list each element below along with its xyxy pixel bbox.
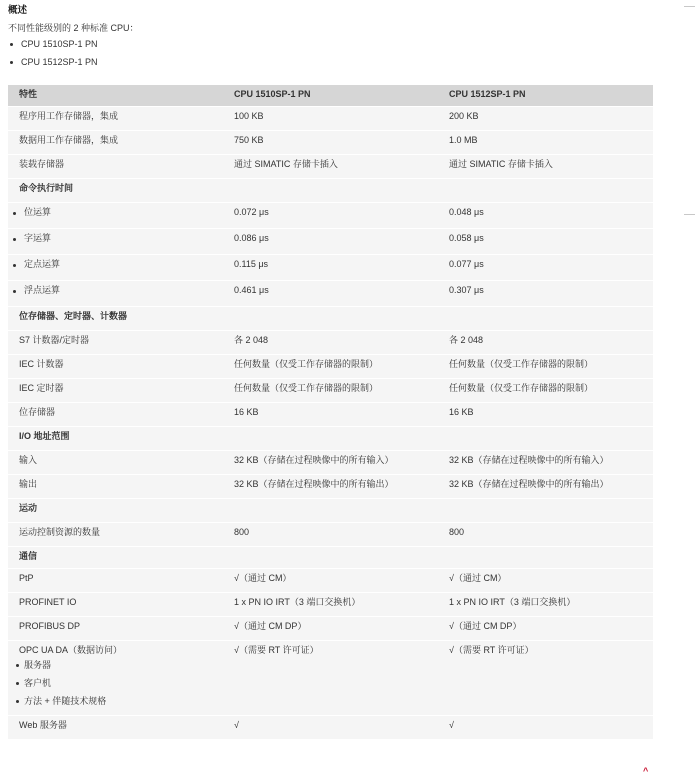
cell-value [223, 331, 438, 355]
cell-value-text: 32 KB（存储在过程映像中的所有输出） [234, 479, 394, 489]
cell-value-text: 1.0 MB [449, 135, 478, 145]
cell-value [438, 131, 653, 155]
table-row [8, 155, 653, 179]
cell-value [438, 499, 653, 523]
cell-value-text: 0.086 μs [234, 233, 269, 243]
cell-value-text: 0.115 μs [234, 259, 269, 269]
row-label-text: 浮点运算 [24, 285, 61, 295]
row-label-text: 程序用工作存储器，集成 [19, 111, 119, 121]
cell-value-text: 任何数量（仅受工作存储器的限制） [449, 383, 594, 393]
row-label [8, 403, 223, 427]
cell-value-text: √（通过 CM DP） [234, 621, 307, 631]
cell-value [223, 427, 438, 451]
cell-value [438, 617, 653, 641]
header-cpu-1512: CPU 1512SP-1 PN [438, 85, 653, 107]
row-label [8, 229, 223, 255]
cell-value-text: 0.048 μs [449, 207, 484, 217]
cell-value-text: 750 KB [234, 135, 264, 145]
row-label [8, 593, 223, 617]
row-label-text: 定点运算 [24, 259, 61, 269]
cell-value-text: 各 2 048 [234, 335, 269, 345]
row-label [8, 547, 223, 569]
cell-value [438, 255, 653, 281]
cell-value-text: √（通过 CM DP） [449, 621, 522, 631]
table-section-row [8, 307, 653, 331]
table-section-row [8, 547, 653, 569]
table-section-row [8, 499, 653, 523]
table-row [8, 569, 653, 593]
cell-value [438, 475, 653, 499]
cell-value [223, 403, 438, 427]
row-label-text: 数据用工作存储器，集成 [19, 135, 119, 145]
row-label [8, 203, 223, 229]
cell-value-text: √（需要 RT 许可证） [449, 645, 534, 655]
spec-table [8, 85, 653, 740]
row-label-text: 字运算 [24, 233, 52, 243]
cell-value [223, 499, 438, 523]
row-label [8, 569, 223, 593]
cell-value [223, 569, 438, 593]
row-label [8, 255, 223, 281]
cell-value-text: √（通过 CM） [234, 573, 292, 583]
cell-value [223, 716, 438, 740]
cell-value [438, 427, 653, 451]
row-label-text: 位存储器 [19, 407, 56, 417]
row-label [8, 281, 223, 307]
opc-sublist [19, 659, 212, 713]
row-label-text: 通信 [19, 551, 38, 561]
row-label [8, 716, 223, 740]
row-label-text: 运动控制资源的数量 [19, 527, 101, 537]
cell-value [438, 451, 653, 475]
cell-value-text: 100 KB [234, 111, 264, 121]
table-row [8, 229, 653, 255]
cell-value-text: 任何数量（仅受工作存储器的限制） [234, 359, 379, 369]
cell-value [438, 716, 653, 740]
cell-value [223, 379, 438, 403]
cell-value [223, 523, 438, 547]
cell-value-text: 32 KB（存储在过程映像中的所有输出） [449, 479, 609, 489]
row-label-text: PtP [19, 573, 34, 583]
table-section-row [8, 427, 653, 451]
row-label-text: PROFINET IO [19, 597, 77, 607]
cell-value [438, 179, 653, 203]
cell-value-text: 32 KB（存储在过程映像中的所有输入） [234, 455, 394, 465]
row-label-text: IEC 定时器 [19, 383, 64, 393]
cell-value [223, 131, 438, 155]
cell-value-text: 通过 SIMATIC 存储卡插入 [234, 159, 338, 169]
table-row [8, 255, 653, 281]
right-divider [684, 214, 695, 215]
table-row [8, 451, 653, 475]
right-divider [684, 6, 695, 7]
cell-value-text: 0.072 μs [234, 207, 269, 217]
table-row [8, 355, 653, 379]
cell-value [223, 617, 438, 641]
cell-value [223, 307, 438, 331]
row-label-text: Web 服务器 [19, 720, 67, 731]
cell-value [223, 107, 438, 131]
row-label [8, 331, 223, 355]
table-row [8, 131, 653, 155]
list-item: CPU 1510SP-1 PN [8, 38, 98, 56]
cell-value-text: √（通过 CM） [449, 573, 507, 583]
overview-intro: 不同性能级别的 2 种标准 CPU： [8, 23, 139, 33]
table-row [8, 641, 653, 716]
cell-value [438, 203, 653, 229]
cell-value [438, 593, 653, 617]
cell-value-text: 800 [234, 527, 250, 537]
cell-value [438, 331, 653, 355]
cell-value [223, 547, 438, 569]
cell-value-text: 16 KB [234, 407, 259, 417]
cell-value-text: 1 x PN IO IRT（3 端口交换机） [234, 597, 361, 607]
table-row [8, 716, 653, 740]
table-row [8, 203, 653, 229]
row-label [8, 355, 223, 379]
cell-value-text: √ [234, 720, 239, 731]
cell-value-text: 通过 SIMATIC 存储卡插入 [449, 159, 553, 169]
cell-value [223, 179, 438, 203]
cell-value-text: 0.307 μs [449, 285, 484, 295]
cell-value [438, 107, 653, 131]
cell-value [223, 355, 438, 379]
cell-value [438, 281, 653, 307]
row-label [8, 475, 223, 499]
row-label [8, 499, 223, 523]
cell-value [438, 155, 653, 179]
row-label-text: 位运算 [24, 207, 52, 217]
cell-value [438, 403, 653, 427]
table-row [8, 617, 653, 641]
cell-value [223, 281, 438, 307]
cell-value [223, 155, 438, 179]
cell-value-text: 任何数量（仅受工作存储器的限制） [449, 359, 594, 369]
row-label [8, 523, 223, 547]
table-row [8, 403, 653, 427]
cell-value-text: 任何数量（仅受工作存储器的限制） [234, 383, 379, 393]
cpu-list [8, 38, 98, 74]
scroll-to-top-icon[interactable]: ^ [643, 766, 649, 776]
cell-value [438, 307, 653, 331]
cell-value [223, 593, 438, 617]
cell-value-text: 32 KB（存储在过程映像中的所有输入） [449, 455, 609, 465]
cell-value [438, 379, 653, 403]
row-label-text: 运动 [19, 503, 38, 513]
row-label [8, 107, 223, 131]
row-label [8, 617, 223, 641]
list-item: 客户机 [19, 677, 212, 695]
cell-value [223, 451, 438, 475]
row-label-text: 位存储器、定时器、计数器 [19, 311, 128, 321]
row-label-text: 输出 [19, 479, 38, 489]
cell-value [223, 641, 438, 716]
row-label-text: OPC UA DA（数据访问） [19, 645, 123, 655]
cell-value-text: 0.077 μs [449, 259, 484, 269]
table-row [8, 281, 653, 307]
list-item: 方法 + 伴随技术规格 [19, 695, 212, 713]
table-header-row [8, 85, 653, 107]
table-row [8, 475, 653, 499]
table-row [8, 379, 653, 403]
row-label [8, 307, 223, 331]
row-label [8, 641, 223, 716]
list-item: 服务器 [19, 659, 212, 677]
header-feature: 特性 [8, 85, 223, 107]
cell-value [438, 523, 653, 547]
list-item: CPU 1512SP-1 PN [8, 56, 98, 74]
cell-value [438, 569, 653, 593]
row-label-text: I/O 地址范围 [19, 431, 70, 441]
row-label [8, 379, 223, 403]
cell-value [223, 203, 438, 229]
row-label [8, 179, 223, 203]
row-label [8, 451, 223, 475]
cell-value-text: 1 x PN IO IRT（3 端口交换机） [449, 597, 576, 607]
cell-value [438, 641, 653, 716]
overview-title: 概述 [8, 5, 28, 16]
cell-value-text: 各 2 048 [449, 335, 484, 345]
row-label-text: 装载存储器 [19, 159, 65, 169]
cell-value-text: 800 [449, 527, 465, 537]
cell-value-text: 0.461 μs [234, 285, 269, 295]
cell-value [438, 547, 653, 569]
cell-value-text: √ [449, 720, 454, 731]
row-label-text: 输入 [19, 455, 38, 465]
table-row [8, 523, 653, 547]
header-cpu-1510: CPU 1510SP-1 PN [223, 85, 438, 107]
cell-value [223, 475, 438, 499]
row-label-text: 命令执行时间 [19, 183, 74, 193]
row-label-text: IEC 计数器 [19, 359, 64, 369]
row-label [8, 427, 223, 451]
table-row [8, 107, 653, 131]
table-row [8, 331, 653, 355]
cell-value-text: 200 KB [449, 111, 479, 121]
cell-value-text: √（需要 RT 许可证） [234, 645, 319, 655]
row-label [8, 155, 223, 179]
row-label-text: PROFIBUS DP [19, 621, 81, 631]
table-body [8, 107, 653, 740]
cell-value [223, 255, 438, 281]
row-label [8, 131, 223, 155]
table-row [8, 593, 653, 617]
cell-value [438, 355, 653, 379]
cell-value [438, 229, 653, 255]
cell-value [223, 229, 438, 255]
cell-value-text: 16 KB [449, 407, 474, 417]
cell-value-text: 0.058 μs [449, 233, 484, 243]
table-section-row [8, 179, 653, 203]
row-label-text: S7 计数器/定时器 [19, 335, 90, 345]
